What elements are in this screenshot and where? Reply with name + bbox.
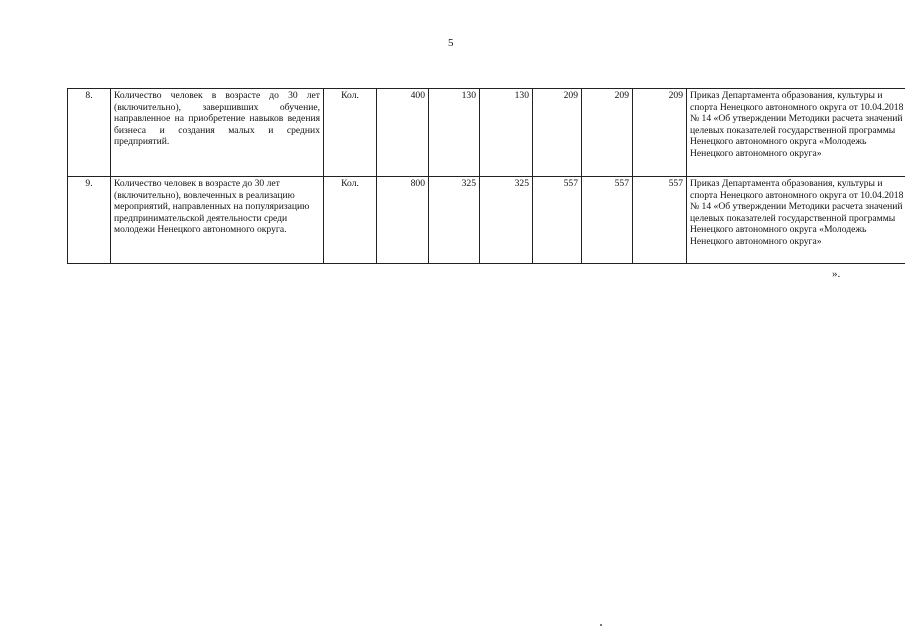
- table-row: [68, 177, 905, 264]
- scan-speck: [600, 624, 602, 626]
- value-cell: 557: [633, 177, 687, 264]
- indicator-name: Количество человек в возрасте до 30 лет (включительно), вовлеченных в реализацию мероприятий, направленных на популяризацию предпринимательской деятельности среди молодежи Ненецкого автономного округа.: [111, 177, 324, 264]
- page-number: 5: [448, 37, 454, 49]
- row-number: 8.: [68, 89, 111, 177]
- value-cell: 209: [533, 89, 582, 177]
- value-cell: 400: [377, 89, 429, 177]
- indicator-name: Количество человек в возрасте до 30 лет (включительно), завершивших обучение, направленное на приобретение навыков ведения бизнеса и создания малых и средних предприятий.: [111, 89, 324, 177]
- indicators-table: [67, 88, 905, 264]
- unit-cell: Кол.: [324, 177, 377, 264]
- value-cell: 325: [429, 177, 480, 264]
- value-cell: 209: [633, 89, 687, 177]
- value-cell: 557: [533, 177, 582, 264]
- legal-source: Приказ Департамента образования, культуры и спорта Ненецкого автономного округа от 10.04.2018 № 14 «Об утверждении Методики расчета значений целевых показателей государственной программы Ненецкого автономного округа «Молодежь Ненецкого автономного округа»: [687, 89, 905, 177]
- legal-source: Приказ Департамента образования, культуры и спорта Ненецкого автономного округа от 10.04.2018 № 14 «Об утверждении Методики расчета значений целевых показателей государственной программы Ненецкого автономного округа «Молодежь Ненецкого автономного округа»: [687, 177, 905, 264]
- row-number: 9.: [68, 177, 111, 264]
- unit-cell: Кол.: [324, 89, 377, 177]
- value-cell: 325: [480, 177, 533, 264]
- closing-quote: ».: [832, 268, 841, 280]
- value-cell: 800: [377, 177, 429, 264]
- value-cell: 557: [582, 177, 633, 264]
- value-cell: 130: [480, 89, 533, 177]
- value-cell: 130: [429, 89, 480, 177]
- table-row: [68, 89, 905, 177]
- value-cell: 209: [582, 89, 633, 177]
